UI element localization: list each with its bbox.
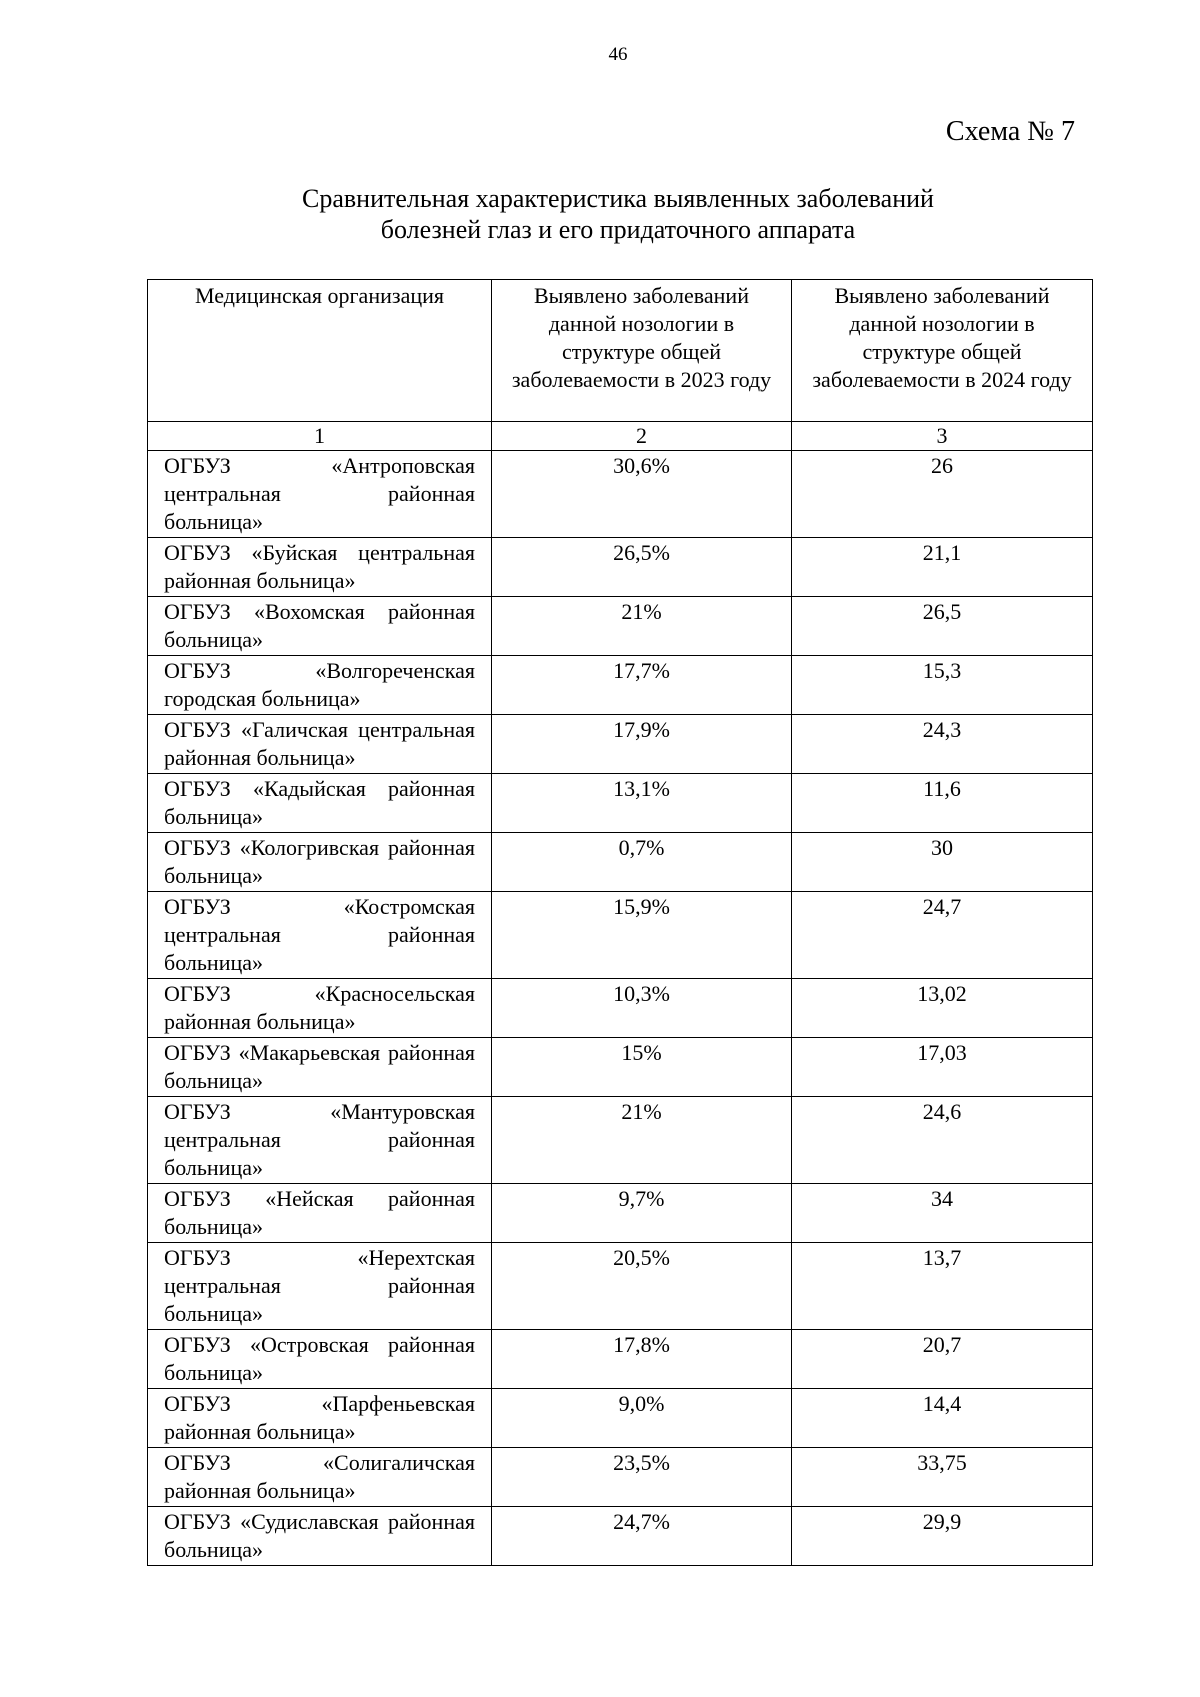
value-2024-cell: 24,6 — [792, 1097, 1093, 1184]
value-2024-cell: 29,9 — [792, 1507, 1093, 1566]
value-2024-cell: 11,6 — [792, 774, 1093, 833]
value-2023-cell: 20,5% — [492, 1243, 792, 1330]
document-title — [0, 183, 1200, 245]
organization-cell: ОГБУЗ «Буйская центральная районная больница» — [148, 538, 492, 597]
value-2023-cell: 15% — [492, 1038, 792, 1097]
table-header — [148, 280, 1093, 422]
organization-cell: ОГБУЗ «Нейская районная больница» — [148, 1184, 492, 1243]
organization-cell: ОГБУЗ «Костромская центральная районная больница» — [148, 892, 492, 979]
table-row — [148, 1038, 1093, 1097]
value-2024-cell: 24,7 — [792, 892, 1093, 979]
scheme-label: Схема № 7 — [945, 116, 1075, 147]
value-2024-cell: 24,3 — [792, 715, 1093, 774]
value-2023-cell: 24,7% — [492, 1507, 792, 1566]
value-2023-cell: 13,1% — [492, 774, 792, 833]
value-2023-cell: 30,6% — [492, 451, 792, 538]
organization-cell: ОГБУЗ «Мантуровская центральная районная больница» — [148, 1097, 492, 1184]
value-2023-cell: 9,7% — [492, 1184, 792, 1243]
table-row — [148, 774, 1093, 833]
column-number-row — [148, 422, 1093, 451]
document-title-line-1: Сравнительная характеристика выявленных заболеваний — [302, 184, 934, 213]
document-title-line-2: болезней глаз и его придаточного аппарата — [380, 215, 856, 244]
morbidity-comparison-table — [147, 279, 1093, 1566]
organization-cell: ОГБУЗ «Нерехтская центральная районная больница» — [148, 1243, 492, 1330]
value-2024-cell: 20,7 — [792, 1330, 1093, 1389]
value-2023-cell: 17,8% — [492, 1330, 792, 1389]
organization-cell: ОГБУЗ «Вохомская районная больница» — [148, 597, 492, 656]
table-body — [148, 422, 1093, 1566]
organization-cell: ОГБУЗ «Макарьевская районная больница» — [148, 1038, 492, 1097]
organization-cell: ОГБУЗ «Солигаличская районная больница» — [148, 1448, 492, 1507]
value-2024-cell: 13,7 — [792, 1243, 1093, 1330]
table-row — [148, 1243, 1093, 1330]
value-2023-cell: 26,5% — [492, 538, 792, 597]
table-row — [148, 1097, 1093, 1184]
table-row — [148, 833, 1093, 892]
table-row — [148, 1507, 1093, 1566]
value-2024-cell: 30 — [792, 833, 1093, 892]
column-number-2: 2 — [492, 422, 792, 451]
value-2024-cell: 34 — [792, 1184, 1093, 1243]
organization-cell: ОГБУЗ «Галичская центральная районная больница» — [148, 715, 492, 774]
organization-cell: ОГБУЗ «Кадыйская районная больница» — [148, 774, 492, 833]
value-2023-cell: 15,9% — [492, 892, 792, 979]
value-2024-cell: 17,03 — [792, 1038, 1093, 1097]
table-row — [148, 656, 1093, 715]
table-row — [148, 597, 1093, 656]
header-year-2023: Выявлено заболеваний данной нозологии в структуре общей заболеваемости в 2023 году — [492, 280, 792, 422]
organization-cell: ОГБУЗ «Антроповская центральная районная больница» — [148, 451, 492, 538]
header-year-2024: Выявлено заболеваний данной нозологии в структуре общей заболеваемости в 2024 году — [792, 280, 1093, 422]
table-row — [148, 538, 1093, 597]
value-2024-cell: 33,75 — [792, 1448, 1093, 1507]
organization-cell: ОГБУЗ «Волгореченская городская больница» — [148, 656, 492, 715]
table-row — [148, 892, 1093, 979]
table-row — [148, 451, 1093, 538]
value-2024-cell: 14,4 — [792, 1389, 1093, 1448]
value-2023-cell: 21% — [492, 1097, 792, 1184]
organization-cell: ОГБУЗ «Кологривская районная больница» — [148, 833, 492, 892]
value-2023-cell: 23,5% — [492, 1448, 792, 1507]
value-2024-cell: 21,1 — [792, 538, 1093, 597]
table-row — [148, 1389, 1093, 1448]
organization-cell: ОГБУЗ «Островская районная больница» — [148, 1330, 492, 1389]
value-2023-cell: 10,3% — [492, 979, 792, 1038]
column-number-1: 1 — [148, 422, 492, 451]
table-header-row — [148, 280, 1093, 422]
column-number-3: 3 — [792, 422, 1093, 451]
value-2024-cell: 13,02 — [792, 979, 1093, 1038]
value-2024-cell: 26,5 — [792, 597, 1093, 656]
value-2023-cell: 9,0% — [492, 1389, 792, 1448]
table-row — [148, 1448, 1093, 1507]
organization-cell: ОГБУЗ «Парфеньевская районная больница» — [148, 1389, 492, 1448]
table-row — [148, 979, 1093, 1038]
value-2023-cell: 0,7% — [492, 833, 792, 892]
value-2023-cell: 21% — [492, 597, 792, 656]
value-2024-cell: 15,3 — [792, 656, 1093, 715]
organization-cell: ОГБУЗ «Судиславская районная больница» — [148, 1507, 492, 1566]
value-2023-cell: 17,9% — [492, 715, 792, 774]
table-row — [148, 1184, 1093, 1243]
value-2024-cell: 26 — [792, 451, 1093, 538]
value-2023-cell: 17,7% — [492, 656, 792, 715]
page-number: 46 — [608, 44, 628, 65]
organization-cell: ОГБУЗ «Красносельская районная больница» — [148, 979, 492, 1038]
table-row — [148, 715, 1093, 774]
table-row — [148, 1330, 1093, 1389]
header-organization: Медицинская организация — [148, 280, 492, 422]
